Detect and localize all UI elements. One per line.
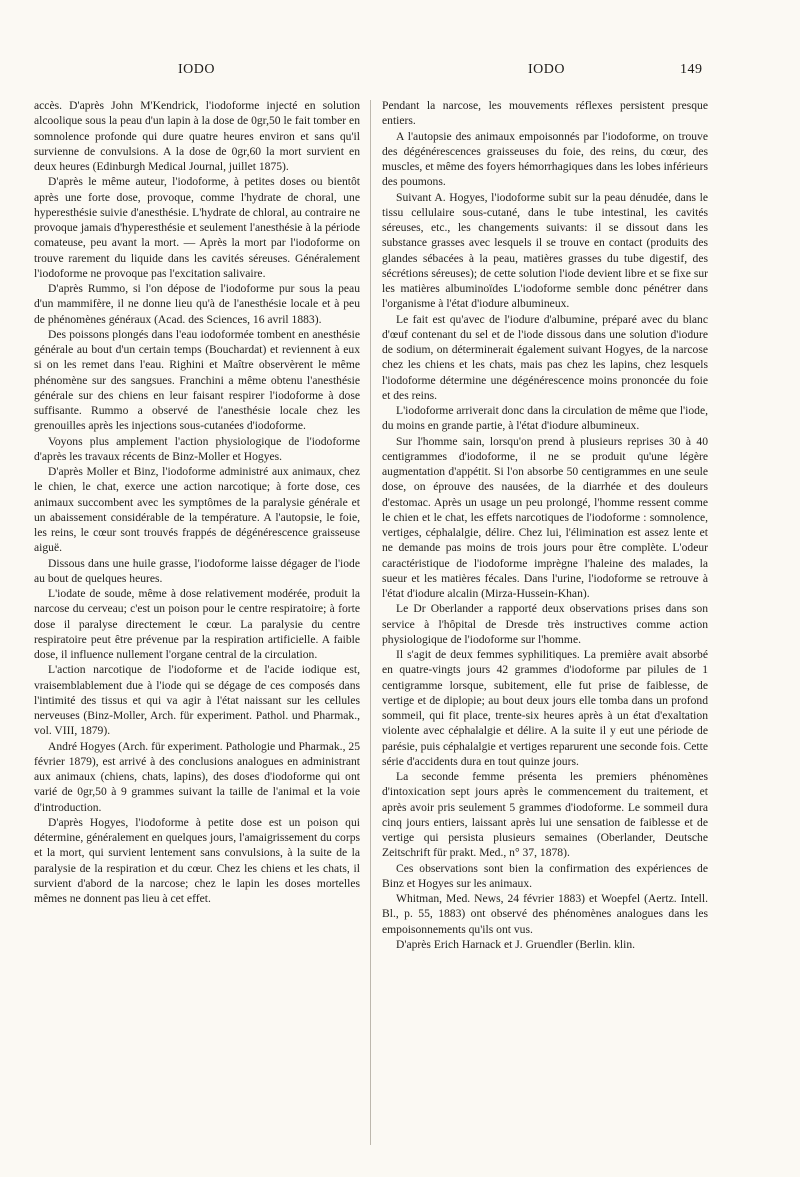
paragraph: D'après Moller et Binz, l'iodoforme administré aux animaux, chez le chien, le chat, exerce une action narcotique; à forte dose, ces animaux succombent avec les symptômes de la paralysie générale et un abaissement considérable de la température. A l'autopsie, le foie, les reins, le cœur sont trouvés frappés de dégénérescence graisseuse aiguë.: [34, 465, 360, 555]
paragraph: Dissous dans une huile grasse, l'iodoforme laisse dégager de l'iode au bout de quelques heures.: [34, 556, 360, 585]
left-text-column: [34, 98, 360, 906]
running-header-right: IODO: [528, 62, 565, 77]
running-header-left: IODO: [178, 62, 215, 77]
paragraph: Pendant la narcose, les mouvements réflexes persistent presque entiers.: [382, 99, 708, 128]
paragraph: D'après Hogyes, l'iodoforme à petite dose est un poison qui détermine, généralement en quelques jours, l'amaigrissement du corps et la mort, qui survient lentement sans convulsions, à la suite de la paralysie de la respiration et du cœur. Chez les chiens et les chats, il survient d'abord de la narcose; chez le lapin les doses mortelles mêmes ne donnent pas lieu à cet effet.: [34, 815, 360, 905]
paragraph: Sur l'homme sain, lorsqu'on prend à plusieurs reprises 30 à 40 centigrammes d'iodoforme, il ne se produit qu'une légère augmentation d'appétit. Si l'on absorbe 50 centigrammes en une seule dose, on éprouve des nausées, de la diarrhée et des douleurs d'estomac. Après un usage un peu prolongé, l'homme ressent comme le chien et le chat, les effets narcotiques de l'iodoforme : somnolence, vertiges, céphalalgie, délire. Chez lui, l'élimination est assez lente et ne demande pas moins de trois jours pour être complète. L'odeur caractéristique de l'iodoforme imprègne l'haleine des malades, la sueur et les matières fécales. Dans l'urine, l'iodoforme se retrouve à l'état d'iodure alcalin (Mirza-Hussein-Khan).: [382, 434, 708, 600]
paragraph: Suivant A. Hogyes, l'iodoforme subit sur la peau dénudée, dans le tissu cellulaire sous-cutané, dans le tube intestinal, les cavités séreuses, etc., les changements suivants: il se dissout dans les substance grasses avec lesquels il se trouve en contact (produits des glandes sébacées à la peau, matières grasses du tube digestif, des sécrétions séreuses); de cette solution l'iode devient libre et se fixe sur les matières albuminoïdes L'iodoforme semble donc pénétrer dans l'organisme à l'état d'iodure albumineux.: [382, 190, 708, 311]
page-number: 149: [680, 62, 703, 77]
paragraph: D'après le même auteur, l'iodoforme, à petites doses ou bientôt après une forte dose, provoque, comme l'hydrate de choral, une hyperesthésie suivie d'anesthésie. L'hydrate de chloral, au contraire ne provoque jamais d'hyperesthésie et seulement l'anesthésie à la période comateuse, peu avant la mort. — Après la mort par l'iodoforme on trouve rarement du liquide dans les cavités séreuses. Généralement l'iodoforme ne provoque pas l'excitation salivaire.: [34, 175, 360, 280]
paragraph: Des poissons plongés dans l'eau iodoformée tombent en anesthésie générale au bout d'un certain temps (Bouchardat) et reviennent à eux si on les remet dans l'eau. Righini et Maître observèrent le même phénomène sur des sangsues. Franchini a même obtenu l'anesthésie générale sur des chiens en leur faisant respirer l'iodoforme à dose suffisante. Rummo a observé de l'anesthésie locale chez les grenouilles après les injections sous-cutanées d'iodoforme.: [34, 327, 360, 433]
paragraph: Whitman, Med. News, 24 février 1883) et Woepfel (Aertz. Intell. Bl., p. 55, 1883) ont observé des phénomènes analogues dans les empoisonnements qu'ils ont vus.: [382, 892, 708, 936]
paragraph: L'action narcotique de l'iodoforme et de l'acide iodique est, vraisemblablement due à l'iode qui se dégage de ces composés dans l'intimité des tissus et qui va agir à l'état naissant sur les cellules nerveuses (Binz-Moller, Arch. für experiment. Pathol. und Pharmak., vol. VIII, 1879).: [34, 663, 360, 738]
paragraph: D'après Rummo, si l'on dépose de l'iodoforme pur sous la peau d'un mammifère, il ne donne lieu qu'à de l'anesthésie locale et à peu de phénomènes généraux (Acad. des Sciences, 16 avril 1883).: [34, 282, 360, 326]
paragraph: Il s'agit de deux femmes syphilitiques. La première avait absorbé en quatre-vingts jours 42 grammes d'iodoforme par pilules de 1 centigramme lorsque, subitement, elle fut prise de faiblesse, de vertige et de diplopie; au bout deux jours elle tomba dans un profond sommeil, qui fit place, trente-six heures après à un état d'exaltation violente avec céphalalgie et délire. A la suite il y eut une période de parésie, puis céphalalgie et vertiges reparurent une seconde fois. Cette série d'accidents dura en tout quinze jours.: [382, 648, 708, 768]
paragraph: L'iodoforme arriverait donc dans la circulation de même que l'iode, du moins en grande partie, à l'état d'iodure albumineux.: [382, 404, 708, 433]
paragraph: Ces observations sont bien la confirmation des expériences de Binz et Hogyes sur les animaux.: [382, 861, 708, 890]
paragraph: D'après Erich Harnack et J. Gruendler (Berlin. klin.: [396, 937, 636, 951]
paragraph: La seconde femme présenta les premiers phénomènes d'intoxication sept jours après le commencement du traitement, et après avoir pris seulement 5 grammes d'iodoforme. Le sommeil dura cinq jours entiers, laissant après lui une sensation de faiblesse et de vertige qui persista plusieurs semaines (Oberlander, Deutsche Zeitschrift für prakt. Med., n° 37, 1878).: [382, 770, 708, 860]
right-text-column: [382, 98, 708, 952]
paragraph: Le fait est qu'avec de l'iodure d'albumine, préparé avec du blanc d'œuf contenant du sel et de l'iode dissous dans une solution d'iodure de sodium, on déterminerait également suivant Hogyes, de la narcose chez les chiens et les chats, mais pas chez les lapins, chez lesquels l'iodoforme détermine une dégénérescence moins prononcée du foie et des reins.: [382, 312, 708, 402]
paragraph: André Hogyes (Arch. für experiment. Pathologie und Pharmak., 25 février 1879), est arrivé à des conclusions analogues en administrant aux animaux (chiens, chats, lapins), des doses d'iodoforme qui ont varié de 0gr,50 à 9 grammes suivant la taille de l'animal et la voie d'introduction.: [34, 739, 360, 814]
paragraph: Voyons plus amplement l'action physiologique de l'iodoforme d'après les travaux récents de Binz-Moller et Hogyes.: [34, 434, 360, 463]
paragraph: L'iodate de soude, même à dose relativement modérée, produit la narcose du cerveau; c'est un poison pour le centre respiratoire; à forte dose il paralyse directement le cœur. La paralysie du centre respiratoire peut être prévenue par la respiration artificielle. A faible dose, il influence nullement l'organe central de la circulation.: [34, 587, 360, 661]
column-divider: [370, 100, 371, 1145]
paragraph: accès. D'après John M'Kendrick, l'iodoforme injecté en solution alcoolique sous la peau d'un lapin à la dose de 0gr,50 le fait tomber en somnolence profonde qui dure quatre heures environ et sans qu'il survienne de convulsions. A la dose de 0gr,60 la mort survient en deux heures (Edinburgh Medical Journal, juillet 1875).: [34, 99, 360, 173]
paragraph: Le Dr Oberlander a rapporté deux observations prises dans son service à l'hôpital de Dresde très instructives comme action physiologique de l'iodoforme sur l'homme.: [382, 602, 708, 646]
paragraph: A l'autopsie des animaux empoisonnés par l'iodoforme, on trouve des dégénérescences graisseuses du foie, des reins, du cœur, des muscles, et même des foyers hémorrhagiques dans les lobes inférieurs des poumons.: [382, 129, 708, 189]
